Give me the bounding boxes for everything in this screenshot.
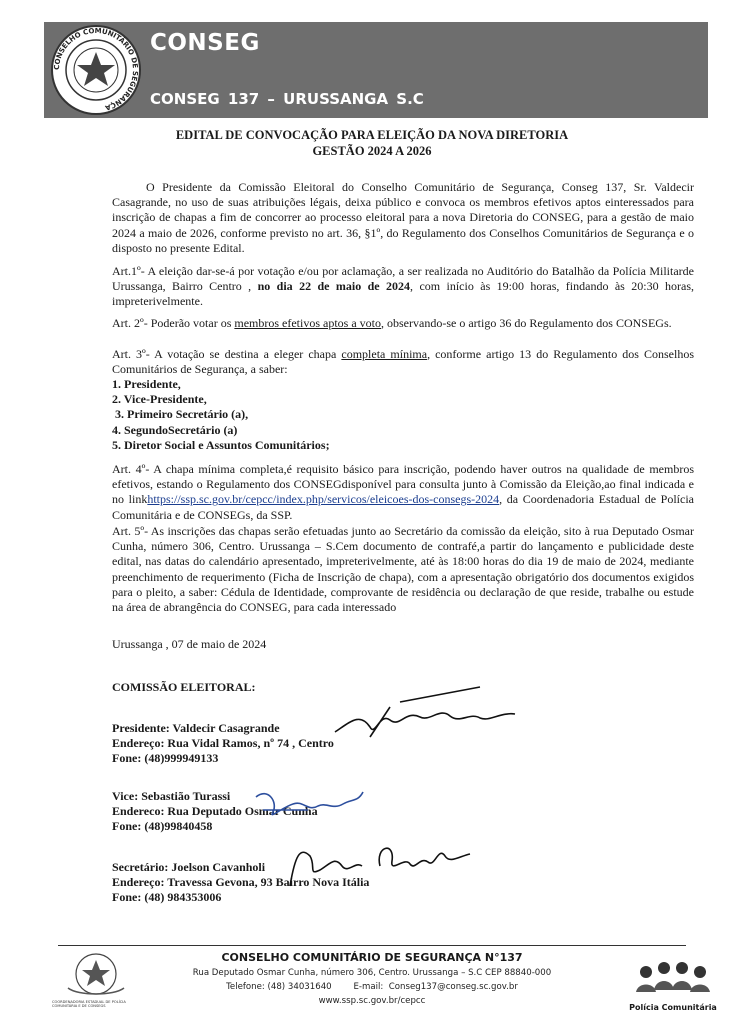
header-title: CONSEG [150,30,260,56]
article-4-label: Art. 4º [112,462,146,476]
article-1-date: no dia 22 de maio de 2024 [251,279,411,294]
article-3-text-end: , conforme artigo 13 do Regulamento dos Conselhos Comunitários de Segurança, a saber: [112,347,694,377]
position-item: 4. SegundoSecretário (a) [112,422,238,437]
member-phone: Fone: (48)99840458 [112,819,213,833]
member-address: Endereço: Rua Vidal Ramos, nº 74 , Centro [112,736,334,750]
intro-paragraph: O Presidente da Comissão Eleitoral do Conselho Comunitário de Segurança, Conseg 137, Sr. Valdecir Casagrande, no uso de suas atribuições légais, deixa público e convoca os membros efetivos aptos einteressados para inscrição de chapas a fim de concorrer ao processo eleitoral para a nova Diretoria do CONSEG, para a gestão de maio 2024 a maio de 2026, conforme previsto no art. 36, §1º, do Regulamento dos Conselhos Comunitários de Segurança e o disposto no presente Edital. [112,180,694,255]
article-1 [112,264,694,310]
footer-contact: Telefone: (48) 34031640 E-mail: Conseg137@conseg.sc.gov.br [226,982,518,992]
footer-address: Rua Deputado Osmar Cunha, número 306, Centro. Urussanga – S.C CEP 88840-000 [192,968,552,978]
member-president [112,721,334,766]
regulation-link[interactable]: https://ssp.sc.gov.br/cepcc/index.php/servicos/eleicoes-dos-consegs-2024 [147,492,500,507]
article-1-text: - A eleição dar-se-á por votação e/ou por aclamação, a ser realizada no Auditório do Batalhão da Polícia Militarde Urussanga, Bairro Centro , [112,264,694,294]
article-3 [112,347,694,377]
document-title: EDITAL DE CONVOCAÇÃO PARA ELEIÇÃO DA NOVA DIRETORIA [175,128,569,142]
community-police-label: Polícia Comunitária [629,1003,717,1012]
member-role: Secretário: Joelson Cavanholi [112,860,266,874]
article-1-text-end: , com início às 19:00 horas, findando às 20:30 horas, impreterivelmente. [112,279,694,309]
article-4 [112,462,694,523]
position-item: 2. Vice-Presidente, [112,392,207,407]
article-1-label: Art.1º [112,264,141,278]
conseg-seal-icon [50,24,142,116]
footer-divider [58,945,686,946]
footer-left-logo-text: COORDENADORIA ESTADUAL DE POLÍCIA COMUNITÁRIA E DE CONSEGS [52,1000,126,1008]
member-role: Presidente: Valdecir Casagrande [112,721,280,735]
commission-title: COMISSÃO ELEITORAL: [112,680,256,694]
article-2-text: - Poderão votar os [143,316,235,330]
seal-text: CONSELHO COMUNITÁRIO DE SEGURANÇA [52,26,140,112]
positions-list [112,377,330,453]
position-item: 5. Diretor Social e Assuntos Comunitários; [112,437,330,452]
date-line: Urussanga , 07 de maio de 2024 [112,637,267,651]
footer-website[interactable]: www.ssp.sc.gov.br/cepcc [318,996,426,1006]
document-subtitle: GESTÃO 2024 A 2026 [312,144,432,158]
article-5-label: Art. 5º [112,524,145,538]
article-3-text: - A votação se destina a eleger chapa [145,347,342,361]
header-subtitle: CONSEG 137 – URUSSANGA S.C [150,90,424,108]
article-5 [112,524,694,615]
article-3-underlined: completa mínima [341,347,428,361]
member-phone: Fone: (48) 984353006 [112,890,222,904]
member-phone: Fone: (48)999949133 [112,751,219,765]
article-2-label: Art. 2º [112,316,144,330]
position-item: 3. Primeiro Secretário (a), [112,407,249,422]
article-2-text-end: , observando-se o artigo 36 do Regulamento dos CONSEGs. [381,316,672,330]
article-2 [112,316,694,331]
position-item: 1. Presidente, [112,377,181,391]
article-3-label: Art. 3º [112,347,146,361]
article-4-text: - A chapa mínima completa,é requisito básico para inscrição, podendo haver outros na qualidade de membros efetivos, estando o Regulamento dos CONSEGdisponível para consulta junto à Comissão da Eleição,ao final indicada e no link [112,462,694,507]
footer-organization: CONSELHO COMUNITÁRIO DE SEGURANÇA N°137 [221,951,523,964]
article-2-underlined: membros efetivos aptos a voto [234,316,382,330]
community-police-logo-icon [628,960,718,1000]
article-5-text: - As inscrições das chapas serão efetuadas junto ao Secretário da comissão da eleição, sito à rua Deputado Osmar Cunha, número 306, Centro. Urussanga – S.Cem documento de contrafé,a partir do lançamento e publicidade deste edital, nas datas do calendário apresentado, impreterivelmente, até às 18:00 horas do dia 19 de maio de 2024, mediante preenchimento de requerimento (Ficha de Inscrição de chapa), com a apresentação obrigatório dos documentos exigidos para o pleito, a saber: Cédula de Identidade, comprovante de residência ou declaração de que reside, trabalhe ou estude na área de abrangência do CONSEG, para cada interessado [112,524,695,615]
member-address: Endereco: Rua Deputado Osmar Cunha [112,804,318,818]
article-4-text-end: , da Coordenadoria Estadual de Polícia Comunitária e de CONSEGs, da SSP. [112,492,695,522]
secretary-signature [280,826,480,896]
member-address: Endereço: Travessa Gevona, 93 Bairro Nova Itália [112,875,370,889]
member-role: Vice: Sebastião Turassi [112,789,231,803]
vice-signature [248,782,368,827]
president-signature [330,682,530,752]
